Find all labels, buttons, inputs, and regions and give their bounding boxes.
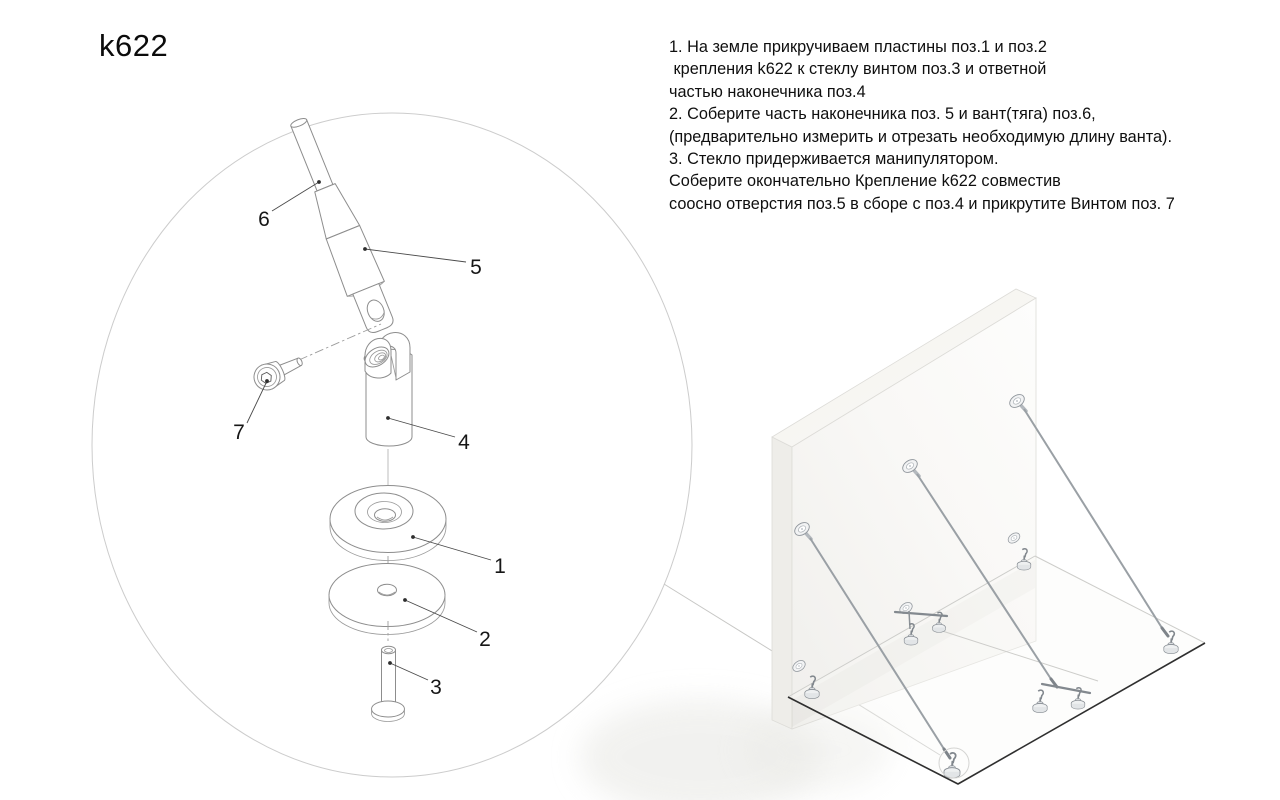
instruction-line-4: 2. Соберите часть наконечника поз. 5 и вант(тяга) поз.6, <box>669 105 1096 124</box>
callout-4-label: 4 <box>458 431 470 454</box>
wall-left-face <box>772 437 792 729</box>
part-plate-1 <box>330 486 446 561</box>
instruction-line-5: (предварительно измерить и отрезать необходимую длину ванта). <box>669 127 1172 146</box>
instruction-line-3: частью наконечника поз.4 <box>669 82 866 101</box>
callout-2-label: 2 <box>479 628 491 651</box>
part-socket-4 <box>361 333 412 446</box>
part-vant-rod-6 <box>290 117 333 191</box>
part-screw-3 <box>372 646 405 721</box>
part-plate-2 <box>329 564 445 635</box>
callout-3-label: 3 <box>430 676 442 699</box>
callout-6 <box>258 180 321 231</box>
instruction-line-7: Соберите окончательно Крепление k622 совместив <box>669 172 1061 191</box>
instruction-line-2: крепления k622 к стеклу винтом поз.3 и ответной <box>669 60 1047 79</box>
instruction-line-1: 1. На земле прикручиваем пластины поз.1 и поз.2 <box>669 38 1047 56</box>
part-screw-7 <box>250 349 307 394</box>
callout-6-label: 6 <box>258 208 270 231</box>
exploded-view <box>250 117 446 722</box>
callout-1-label: 1 <box>494 555 506 578</box>
instruction-line-8: соосно отверстия поз.5 в сборе с поз.4 и прикрутите Винтом поз. 7 <box>669 194 1175 213</box>
part-terminal-5 <box>306 180 400 337</box>
callout-5-label: 5 <box>470 256 482 279</box>
render-view <box>580 289 1205 800</box>
drawing-title: k622 <box>99 28 169 63</box>
callout-7 <box>233 379 269 444</box>
callout-3 <box>388 661 442 699</box>
callout-7-label: 7 <box>233 421 245 444</box>
instruction-line-6: 3. Стекло придерживается манипулятором. <box>669 150 999 169</box>
